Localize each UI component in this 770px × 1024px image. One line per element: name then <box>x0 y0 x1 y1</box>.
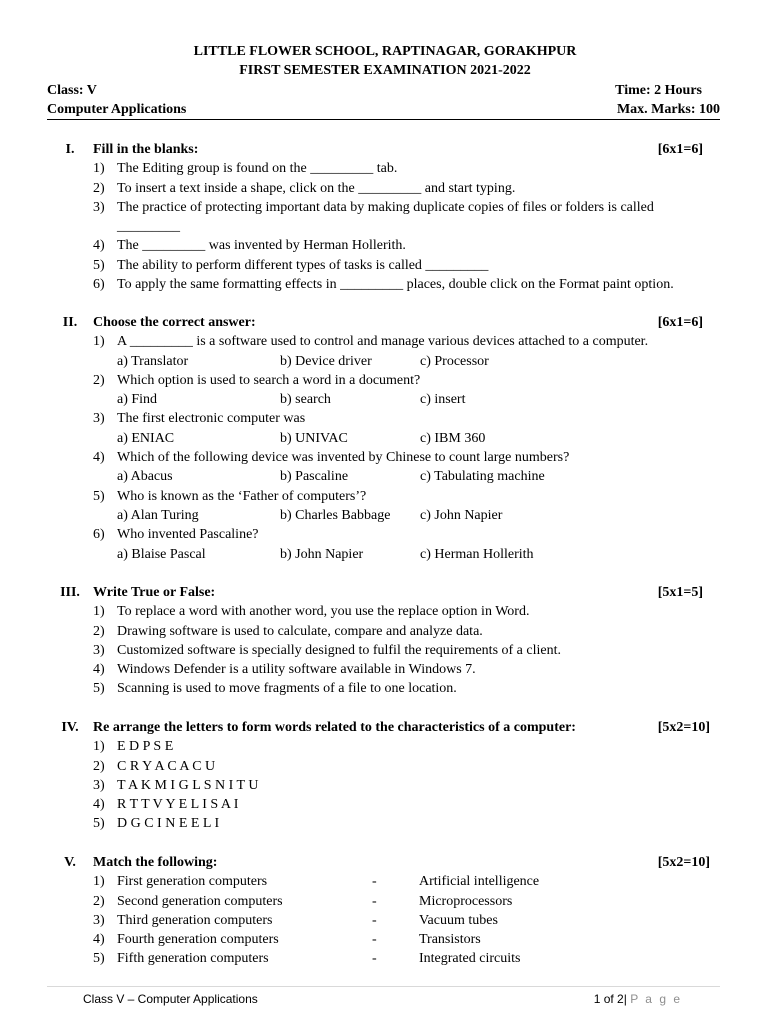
match-row <box>47 892 720 911</box>
question-number: 2) <box>93 758 105 774</box>
subject-label: Computer Applications <box>47 102 187 117</box>
section-marks: [5x1=5] <box>657 585 703 600</box>
question <box>47 641 720 660</box>
section-number: II. <box>62 315 78 330</box>
question <box>47 159 720 178</box>
subject-marks-row <box>47 102 720 120</box>
page-count: 1 of 2| <box>593 992 627 1006</box>
question-text: _________ <box>117 219 180 235</box>
question <box>47 198 720 217</box>
footer-title: Class V – Computer Applications <box>83 992 258 1006</box>
question-number: 4) <box>93 797 105 813</box>
option-a: a) Find <box>117 392 158 408</box>
match-dash: - <box>372 893 377 909</box>
answer-options <box>47 545 720 564</box>
question-number: 1) <box>93 161 105 177</box>
question <box>47 814 720 833</box>
match-row <box>47 872 720 891</box>
section-title: Re arrange the letters to form words related to the characteristics of a computer: <box>93 720 576 735</box>
section-marks: [6x1=6] <box>657 315 703 330</box>
match-left: First generation computers <box>117 874 268 890</box>
section-number: V. <box>64 855 76 870</box>
match-right: Microprocessors <box>419 893 513 909</box>
max-marks-label: Max. Marks: 100 <box>616 102 720 117</box>
option-b: b) Device driver <box>280 353 372 369</box>
question-number: 4) <box>93 450 105 466</box>
page-footer <box>47 986 720 1006</box>
question-number: 4) <box>93 238 105 254</box>
page-number <box>594 992 682 1006</box>
section-marks: [6x1=6] <box>657 142 703 157</box>
section-number: I. <box>65 142 75 157</box>
question-text: C R Y A C A C U <box>117 758 216 774</box>
question-number: 2) <box>93 893 105 909</box>
question-text: To replace a word with another word, you use the replace option in Word. <box>117 604 530 620</box>
option-c: c) Herman Hollerith <box>420 546 534 562</box>
match-left: Third generation computers <box>117 912 273 928</box>
match-row <box>47 911 720 930</box>
option-b: b) Charles Babbage <box>280 507 391 523</box>
question-number: 3) <box>93 199 105 215</box>
question-text: D G C I N E E L I <box>117 816 220 832</box>
match-dash: - <box>372 932 377 948</box>
section-5 <box>47 853 720 969</box>
time-label: Time: 2 Hours <box>615 83 702 98</box>
question-number: 2) <box>93 372 105 388</box>
match-row <box>47 949 720 968</box>
section-title: Match the following: <box>93 855 218 870</box>
option-a: a) Translator <box>117 353 189 369</box>
question-text: Who is known as the ‘Father of computers’? <box>117 488 367 504</box>
section-marks: [5x2=10] <box>657 855 710 870</box>
question <box>47 371 720 390</box>
question-text: The _________ was invented by Herman Hollerith. <box>117 238 406 254</box>
question-text: Drawing software is used to calculate, compare and analyze data. <box>117 623 483 639</box>
question-number: 3) <box>93 411 105 427</box>
section-number: IV. <box>61 720 79 735</box>
class-time-row <box>47 83 720 99</box>
question-number: 4) <box>93 662 105 678</box>
question <box>47 602 720 621</box>
question <box>47 409 720 428</box>
option-a: a) Abacus <box>117 469 173 485</box>
match-left: Fourth generation computers <box>117 932 279 948</box>
class-label: Class: V <box>47 83 97 98</box>
question <box>47 776 720 795</box>
question-text: To insert a text inside a shape, click on the _________ and start typing. <box>117 180 516 196</box>
question-number: 1) <box>93 334 105 350</box>
answer-options <box>47 352 720 371</box>
question <box>47 275 720 294</box>
question <box>47 660 720 679</box>
question <box>47 236 720 255</box>
section-header <box>47 583 720 602</box>
question-number: 5) <box>93 816 105 832</box>
question-number: 1) <box>93 874 105 890</box>
question-number: 4) <box>93 932 105 948</box>
school-name: LITTLE FLOWER SCHOOL, RAPTINAGAR, GORAKHPUR <box>193 44 577 59</box>
option-b: b) search <box>280 392 331 408</box>
question-text: To apply the same formatting effects in _________ places, double click on the Format paint option. <box>117 277 674 293</box>
section-header <box>47 313 720 332</box>
option-a: a) Alan Turing <box>117 507 199 523</box>
question-number: 5) <box>93 681 105 697</box>
question <box>47 448 720 467</box>
section-3 <box>47 583 720 699</box>
question-text: Windows Defender is a utility software available in Windows 7. <box>117 662 476 678</box>
option-c: c) IBM 360 <box>420 430 486 446</box>
question-text: Which option is used to search a word in a document? <box>117 372 421 388</box>
option-a: a) Blaise Pascal <box>117 546 206 562</box>
match-row <box>47 930 720 949</box>
question <box>47 332 720 351</box>
option-c: c) Tabulating machine <box>420 469 545 485</box>
question <box>47 179 720 198</box>
question-number: 2) <box>93 623 105 639</box>
section-title: Write True or False: <box>93 585 216 600</box>
question-text: The Editing group is found on the _________ tab. <box>117 161 398 177</box>
question-text: R T T V Y E L I S A I <box>117 797 239 813</box>
question-number: 3) <box>93 912 105 928</box>
section-4 <box>47 718 720 834</box>
match-right: Artificial intelligence <box>419 874 540 890</box>
question-text: Who invented Pascaline? <box>117 527 259 543</box>
question-text: Which of the following device was invented by Chinese to count large numbers? <box>117 450 570 466</box>
question-text: The ability to perform different types of tasks is called _________ <box>117 257 489 273</box>
question-number: 1) <box>93 604 105 620</box>
option-b: b) John Napier <box>280 546 364 562</box>
question-text: The first electronic computer was <box>117 411 306 427</box>
question-text: Scanning is used to move fragments of a file to one location. <box>117 681 457 697</box>
answer-options <box>47 429 720 448</box>
section-marks: [5x2=10] <box>657 720 710 735</box>
section-title: Fill in the blanks: <box>93 142 199 157</box>
question-number: 2) <box>93 180 105 196</box>
question <box>47 487 720 506</box>
question <box>47 737 720 756</box>
question-number: 5) <box>93 488 105 504</box>
question-number: 5) <box>93 951 105 967</box>
question-text: The practice of protecting important data by making duplicate copies of files or folders is called <box>117 199 654 215</box>
page-word: P a g e <box>630 992 682 1006</box>
section-header <box>47 140 720 159</box>
question-number: 3) <box>93 642 105 658</box>
match-right: Integrated circuits <box>419 951 521 967</box>
question <box>47 757 720 776</box>
question-text: Customized software is specially designed to fulfil the requirements of a client. <box>117 642 561 658</box>
match-right: Vacuum tubes <box>419 912 498 928</box>
section-1 <box>47 140 720 294</box>
match-right: Transistors <box>419 932 481 948</box>
match-left: Second generation computers <box>117 893 283 909</box>
question-text: T A K M I G L S N I T U <box>117 777 259 793</box>
option-c: c) insert <box>420 392 466 408</box>
exam-title: FIRST SEMESTER EXAMINATION 2021-2022 <box>239 63 531 78</box>
match-dash: - <box>372 951 377 967</box>
option-c: c) Processor <box>420 353 489 369</box>
option-c: c) John Napier <box>420 507 503 523</box>
match-dash: - <box>372 874 377 890</box>
question-continuation <box>47 217 720 236</box>
section-2 <box>47 313 720 564</box>
question-number: 3) <box>93 777 105 793</box>
question <box>47 679 720 698</box>
question <box>47 622 720 641</box>
section-number: III. <box>60 585 80 600</box>
section-header <box>47 718 720 737</box>
option-b: b) Pascaline <box>280 469 349 485</box>
question-number: 5) <box>93 257 105 273</box>
answer-options <box>47 390 720 409</box>
question <box>47 525 720 544</box>
section-header <box>47 853 720 872</box>
question <box>47 795 720 814</box>
question-text: E D P S E <box>117 739 174 755</box>
match-left: Fifth generation computers <box>117 951 269 967</box>
option-a: a) ENIAC <box>117 430 175 446</box>
answer-options <box>47 506 720 525</box>
match-dash: - <box>372 912 377 928</box>
question-text: A _________ is a software used to control and manage various devices attached to a computer. <box>117 334 649 350</box>
question-number: 1) <box>93 739 105 755</box>
answer-options <box>47 467 720 486</box>
option-b: b) UNIVAC <box>280 430 348 446</box>
question-number: 6) <box>93 527 105 543</box>
section-title: Choose the correct answer: <box>93 315 256 330</box>
question-number: 6) <box>93 277 105 293</box>
question <box>47 256 720 275</box>
